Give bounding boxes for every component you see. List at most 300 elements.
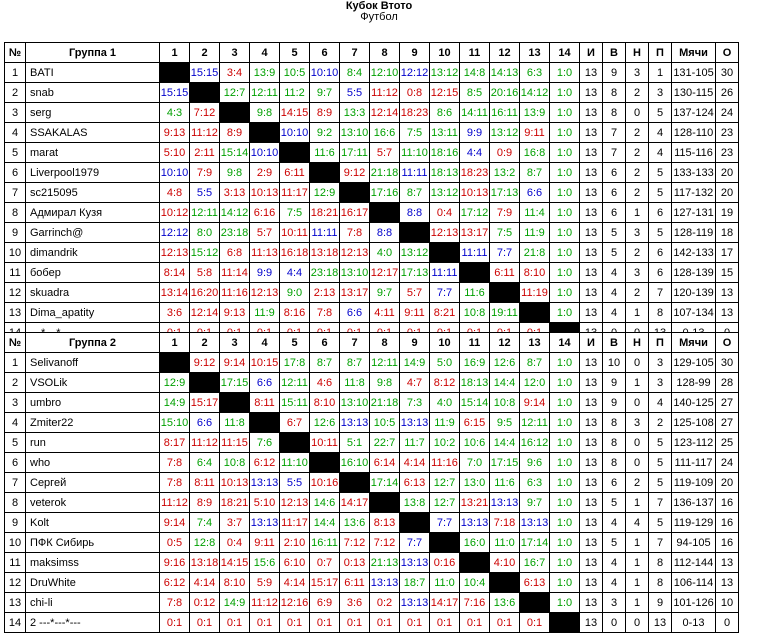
stat-cell: 15: [716, 263, 739, 283]
score-cell: 21:13: [370, 553, 400, 573]
score-cell: 22:7: [370, 433, 400, 453]
score-cell: 19:11: [490, 303, 520, 323]
score-cell: 16:6: [370, 123, 400, 143]
header-row: [5, 43, 739, 63]
stat-cell: 8: [603, 413, 626, 433]
stat-cell: 4: [603, 263, 626, 283]
score-cell: 8:11: [190, 473, 220, 493]
stat-cell: 6: [603, 183, 626, 203]
header-col-7: 7: [340, 333, 370, 353]
table-row: [5, 63, 739, 83]
stat-cell: 9: [603, 373, 626, 393]
stat-cell: 2: [626, 163, 649, 183]
stat-cell: 4: [603, 573, 626, 593]
score-cell: 13:18: [190, 553, 220, 573]
stat-cell: 7: [649, 493, 672, 513]
score-cell: 6:11: [280, 163, 310, 183]
stat-cell: 13: [580, 413, 603, 433]
score-cell: 10:10: [160, 163, 190, 183]
stat-cell: 16: [716, 493, 739, 513]
score-cell: 14:11: [460, 103, 490, 123]
stat-cell: 5: [649, 473, 672, 493]
score-cell: 20:16: [490, 83, 520, 103]
score-cell: 14:17: [430, 593, 460, 613]
score-cell: 17:13: [490, 183, 520, 203]
table-row: [5, 593, 739, 613]
stat-cell: 7: [649, 283, 672, 303]
score-cell: 10:10: [250, 143, 280, 163]
score-cell: 14:9: [400, 353, 430, 373]
page-title: Кубок Втото: [345, 0, 413, 12]
stat-cell: 94-105: [672, 533, 716, 553]
score-cell: 12:11: [520, 413, 550, 433]
team-name: Dima_apatity: [26, 303, 160, 323]
score-cell: 14:4: [310, 513, 340, 533]
score-cell: 14:13: [490, 63, 520, 83]
score-cell: 14:17: [340, 493, 370, 513]
score-cell: 0:8: [400, 83, 430, 103]
score-cell: 12:10: [370, 63, 400, 83]
stat-cell: 1: [626, 303, 649, 323]
table-row: [5, 433, 739, 453]
score-cell: 13:12: [430, 183, 460, 203]
self-cell: [220, 393, 250, 413]
score-cell: 9:8: [370, 373, 400, 393]
table-row: [5, 533, 739, 553]
score-cell: 11:4: [520, 203, 550, 223]
stat-cell: 5: [649, 453, 672, 473]
stat-cell: 13: [580, 223, 603, 243]
score-cell: 13:17: [340, 283, 370, 303]
stat-cell: 123-112: [672, 433, 716, 453]
score-cell: 0:4: [430, 203, 460, 223]
stat-cell: 1: [626, 533, 649, 553]
score-cell: 17:14: [370, 473, 400, 493]
score-cell: 1:0: [550, 223, 580, 243]
score-cell: 9:12: [340, 163, 370, 183]
team-name: Сергей: [26, 473, 160, 493]
score-cell: 0:1: [520, 613, 550, 633]
team-name: Liverpool1979: [26, 163, 160, 183]
self-cell: [280, 143, 310, 163]
score-cell: 2:10: [280, 533, 310, 553]
score-cell: 11:11: [310, 223, 340, 243]
row-number: 10: [5, 243, 26, 263]
score-cell: 11:19: [520, 283, 550, 303]
stat-cell: 8: [603, 103, 626, 123]
score-cell: 7:7: [400, 533, 430, 553]
score-cell: 4:4: [460, 143, 490, 163]
score-cell: 11:11: [430, 263, 460, 283]
stat-cell: 3: [626, 63, 649, 83]
stat-cell: 125-108: [672, 413, 716, 433]
stat-cell: 2: [626, 183, 649, 203]
team-name: marat: [26, 143, 160, 163]
score-cell: 12:0: [520, 373, 550, 393]
score-cell: 13:13: [490, 493, 520, 513]
stat-cell: 128-119: [672, 223, 716, 243]
score-cell: 0:1: [460, 613, 490, 633]
team-name: sc215095: [26, 183, 160, 203]
stat-cell: 13: [716, 553, 739, 573]
score-cell: 11:12: [160, 493, 190, 513]
score-cell: 1:0: [550, 103, 580, 123]
stat-cell: 0: [716, 613, 739, 633]
score-cell: 1:0: [550, 63, 580, 83]
score-cell: 11:12: [190, 123, 220, 143]
score-cell: 8:4: [340, 63, 370, 83]
row-number: 12: [5, 573, 26, 593]
score-cell: 7:8: [160, 453, 190, 473]
row-number: 3: [5, 393, 26, 413]
stat-cell: 13: [580, 183, 603, 203]
score-cell: 0:12: [190, 593, 220, 613]
stat-cell: 6: [603, 473, 626, 493]
team-name: DruWhite: [26, 573, 160, 593]
score-cell: 14:4: [490, 373, 520, 393]
self-cell: [160, 63, 190, 83]
score-cell: 9:7: [310, 83, 340, 103]
self-cell: [520, 593, 550, 613]
team-name: Zmiter22: [26, 413, 160, 433]
score-cell: 6:3: [520, 63, 550, 83]
stat-cell: 6: [603, 203, 626, 223]
team-name: snab: [26, 83, 160, 103]
score-cell: 7:5: [280, 203, 310, 223]
score-cell: 10:15: [250, 353, 280, 373]
score-cell: 12:15: [430, 83, 460, 103]
stat-cell: 4: [603, 553, 626, 573]
score-cell: 18:16: [430, 143, 460, 163]
score-cell: 5:1: [340, 433, 370, 453]
stat-cell: 5: [649, 183, 672, 203]
stat-cell: 4: [649, 143, 672, 163]
score-cell: 18:23: [400, 103, 430, 123]
self-cell: [340, 473, 370, 493]
self-cell: [520, 303, 550, 323]
stat-cell: 115-116: [672, 143, 716, 163]
score-cell: 11:16: [430, 453, 460, 473]
score-cell: 1:0: [550, 593, 580, 613]
score-cell: 8:11: [250, 393, 280, 413]
score-cell: 16:18: [280, 243, 310, 263]
score-cell: 7:0: [460, 453, 490, 473]
header-col-6: 6: [310, 43, 340, 63]
score-cell: 13:12: [400, 243, 430, 263]
score-cell: 13:12: [430, 63, 460, 83]
score-cell: 5:5: [190, 183, 220, 203]
header-col-11: 11: [460, 43, 490, 63]
score-cell: 11:17: [280, 183, 310, 203]
table-row: [5, 123, 739, 143]
header-col-14: 14: [550, 333, 580, 353]
stat-cell: 6: [603, 163, 626, 183]
row-number: 5: [5, 143, 26, 163]
score-cell: 13:18: [310, 243, 340, 263]
stat-cell: 16: [716, 533, 739, 553]
row-number: 7: [5, 183, 26, 203]
score-cell: 5:8: [190, 263, 220, 283]
row-number: 2: [5, 83, 26, 103]
header-col-10: 10: [430, 43, 460, 63]
stat-cell: 10: [716, 593, 739, 613]
score-cell: 6:7: [280, 413, 310, 433]
score-cell: 10:5: [370, 413, 400, 433]
score-cell: 13:13: [400, 593, 430, 613]
score-cell: 10:8: [220, 453, 250, 473]
score-cell: 1:0: [550, 553, 580, 573]
score-cell: 6:11: [340, 573, 370, 593]
stat-cell: 117-132: [672, 183, 716, 203]
stat-cell: 8: [649, 553, 672, 573]
score-cell: 5:5: [280, 473, 310, 493]
team-name: chi-li: [26, 593, 160, 613]
score-cell: 11:2: [280, 83, 310, 103]
score-cell: 6:8: [220, 243, 250, 263]
score-cell: 1:0: [550, 163, 580, 183]
score-cell: 21:8: [520, 243, 550, 263]
team-name: 2 ---*---*---: [26, 613, 160, 633]
score-cell: 0:1: [430, 613, 460, 633]
header-stat: В: [603, 43, 626, 63]
stat-cell: 1: [626, 493, 649, 513]
header-stat: И: [580, 43, 603, 63]
score-cell: 12:7: [430, 493, 460, 513]
stat-cell: 133-133: [672, 163, 716, 183]
score-cell: 10:13: [250, 183, 280, 203]
score-cell: 3:13: [220, 183, 250, 203]
table-row: [5, 303, 739, 323]
stat-cell: 128-110: [672, 123, 716, 143]
score-cell: 16:12: [520, 433, 550, 453]
score-cell: 12:9: [310, 183, 340, 203]
stat-cell: 3: [649, 83, 672, 103]
stat-cell: 23: [716, 123, 739, 143]
score-cell: 13:10: [340, 263, 370, 283]
table-row: [5, 413, 739, 433]
score-cell: 14:8: [460, 63, 490, 83]
score-cell: 2:11: [190, 143, 220, 163]
stat-cell: 9: [603, 63, 626, 83]
header-stat: П: [649, 333, 672, 353]
score-cell: 7:8: [310, 303, 340, 323]
stat-cell: 2: [626, 473, 649, 493]
score-cell: 16:7: [520, 553, 550, 573]
header-col-2: 2: [190, 333, 220, 353]
score-cell: 17:8: [280, 353, 310, 373]
score-cell: 8:13: [370, 513, 400, 533]
score-cell: 14:12: [220, 203, 250, 223]
stat-cell: 3: [649, 353, 672, 373]
header-col-6: 6: [310, 333, 340, 353]
table-row: [5, 393, 739, 413]
score-cell: 3:4: [220, 63, 250, 83]
score-cell: 9:7: [370, 283, 400, 303]
header-col-1: 1: [160, 43, 190, 63]
table-row: [5, 473, 739, 493]
row-number: 9: [5, 223, 26, 243]
stat-cell: 7: [603, 143, 626, 163]
score-cell: 7:8: [160, 473, 190, 493]
score-cell: 6:6: [520, 183, 550, 203]
self-cell: [490, 573, 520, 593]
stat-cell: 13: [580, 353, 603, 373]
stat-cell: 13: [580, 613, 603, 633]
score-cell: 12:7: [220, 83, 250, 103]
header-col-9: 9: [400, 333, 430, 353]
stat-cell: 0: [626, 613, 649, 633]
stat-cell: 13: [580, 513, 603, 533]
header-stat: П: [649, 43, 672, 63]
score-cell: 5:7: [250, 223, 280, 243]
score-cell: 7:9: [190, 163, 220, 183]
row-number: 7: [5, 473, 26, 493]
score-cell: 0:7: [310, 553, 340, 573]
score-cell: 13:13: [400, 553, 430, 573]
table-row: [5, 353, 739, 373]
team-name: maksimss: [26, 553, 160, 573]
score-cell: 11:6: [310, 143, 340, 163]
score-cell: 0:1: [280, 613, 310, 633]
score-cell: 14:9: [220, 593, 250, 613]
self-cell: [430, 243, 460, 263]
score-cell: 13:9: [520, 103, 550, 123]
stat-cell: 5: [649, 103, 672, 123]
score-cell: 7:8: [160, 593, 190, 613]
stat-cell: 13: [580, 203, 603, 223]
table-row: [5, 453, 739, 473]
stat-cell: 3: [649, 373, 672, 393]
score-cell: 1:0: [550, 83, 580, 103]
table-row: [5, 183, 739, 203]
score-cell: 13:13: [250, 473, 280, 493]
score-cell: 6:13: [400, 473, 430, 493]
score-cell: 11:17: [280, 513, 310, 533]
stat-cell: 19: [716, 203, 739, 223]
stat-cell: 10: [603, 353, 626, 373]
score-cell: 14:15: [220, 553, 250, 573]
score-cell: 3:6: [340, 593, 370, 613]
group-1-table: [4, 42, 739, 343]
score-cell: 13:13: [250, 513, 280, 533]
page-subtitle: Футбол: [360, 11, 398, 23]
row-number: 5: [5, 433, 26, 453]
header-col-4: 4: [250, 333, 280, 353]
row-number: 1: [5, 353, 26, 373]
stat-cell: 7: [649, 533, 672, 553]
score-cell: 14:6: [310, 493, 340, 513]
score-cell: 12:6: [310, 413, 340, 433]
score-cell: 9:11: [250, 533, 280, 553]
stat-cell: 7: [603, 123, 626, 143]
self-cell: [430, 533, 460, 553]
table-row: [5, 613, 739, 633]
score-cell: 12:7: [430, 473, 460, 493]
score-cell: 7:5: [490, 223, 520, 243]
stat-cell: 4: [603, 283, 626, 303]
stat-cell: 13: [580, 83, 603, 103]
score-cell: 14:4: [490, 433, 520, 453]
score-cell: 0:1: [310, 613, 340, 633]
score-cell: 10:4: [460, 573, 490, 593]
header-stat: Мячи: [672, 43, 716, 63]
header-col-8: 8: [370, 43, 400, 63]
score-cell: 8:8: [370, 223, 400, 243]
score-cell: 11:8: [340, 373, 370, 393]
score-cell: 4:0: [430, 393, 460, 413]
self-cell: [340, 183, 370, 203]
header-col-3: 3: [220, 43, 250, 63]
team-name: Garrinch@: [26, 223, 160, 243]
score-cell: 16:20: [190, 283, 220, 303]
score-cell: 14:12: [520, 83, 550, 103]
score-cell: 12:13: [280, 493, 310, 513]
score-cell: 5:5: [340, 83, 370, 103]
score-cell: 10:11: [310, 433, 340, 453]
score-cell: 16:9: [460, 353, 490, 373]
score-cell: 12:16: [280, 593, 310, 613]
score-cell: 9:16: [160, 553, 190, 573]
header-col-2: 2: [190, 43, 220, 63]
score-cell: 9:7: [520, 493, 550, 513]
score-cell: 4:7: [400, 373, 430, 393]
stat-cell: 27: [716, 393, 739, 413]
stat-cell: 120-139: [672, 283, 716, 303]
score-cell: 7:6: [250, 433, 280, 453]
stat-cell: 9: [603, 393, 626, 413]
row-number: 13: [5, 303, 26, 323]
score-cell: 1:0: [550, 373, 580, 393]
score-cell: 6:12: [250, 453, 280, 473]
stat-cell: 0: [626, 103, 649, 123]
score-cell: 11:6: [490, 473, 520, 493]
score-cell: 13:10: [340, 123, 370, 143]
score-cell: 7:8: [340, 223, 370, 243]
score-cell: 3:7: [220, 513, 250, 533]
score-cell: 7:7: [430, 513, 460, 533]
stat-cell: 0: [626, 353, 649, 373]
score-cell: 8:7: [520, 353, 550, 373]
table-row: [5, 83, 739, 103]
score-cell: 9:11: [520, 123, 550, 143]
header-col-4: 4: [250, 43, 280, 63]
self-cell: [160, 353, 190, 373]
score-cell: 1:0: [550, 473, 580, 493]
stat-cell: 13: [716, 573, 739, 593]
self-cell: [280, 433, 310, 453]
score-cell: 23:18: [220, 223, 250, 243]
score-cell: 10:8: [460, 303, 490, 323]
score-cell: 5:7: [400, 283, 430, 303]
score-cell: 13:13: [400, 413, 430, 433]
score-cell: 11:12: [250, 593, 280, 613]
group-2-table: [4, 332, 739, 633]
stat-cell: 20: [716, 163, 739, 183]
score-cell: 17:15: [220, 373, 250, 393]
row-number: 14: [5, 613, 26, 633]
score-cell: 8:9: [220, 123, 250, 143]
stat-cell: 13: [580, 493, 603, 513]
table-row: [5, 163, 739, 183]
score-cell: 11:13: [250, 243, 280, 263]
score-cell: 17:12: [460, 203, 490, 223]
stat-cell: 5: [649, 223, 672, 243]
row-number: 10: [5, 533, 26, 553]
stat-cell: 112-144: [672, 553, 716, 573]
score-cell: 21:18: [370, 163, 400, 183]
team-name: umbro: [26, 393, 160, 413]
score-cell: 6:6: [190, 413, 220, 433]
